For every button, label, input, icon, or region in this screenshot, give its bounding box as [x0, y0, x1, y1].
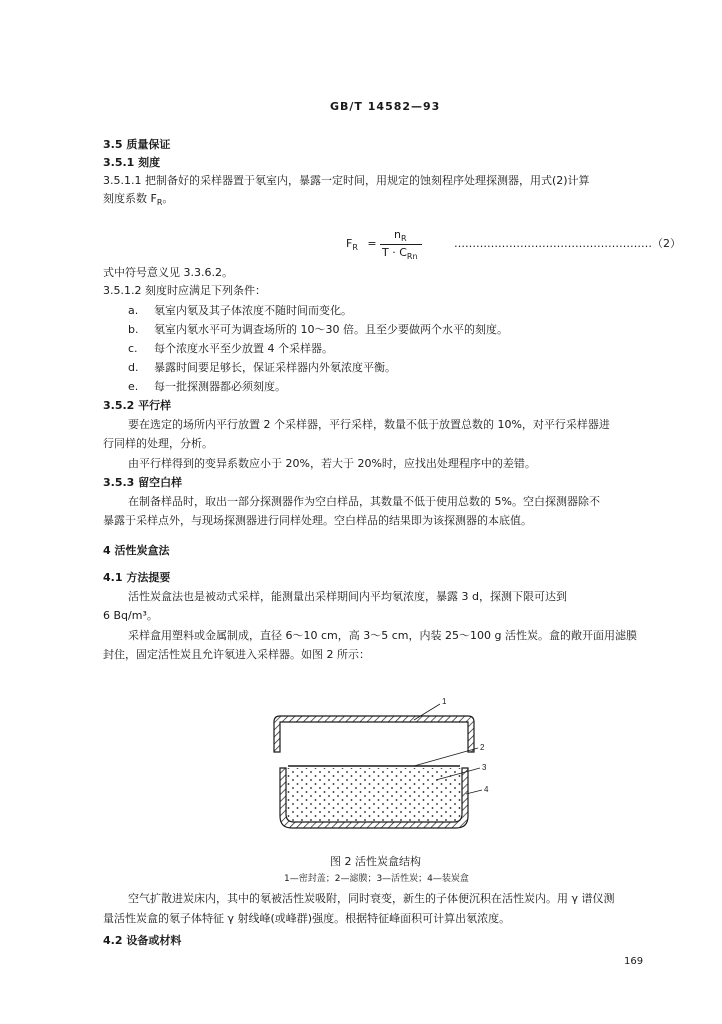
list-marker: e.	[128, 380, 139, 393]
list-item	[128, 380, 286, 394]
paragraph-4-1-line1: 活性炭盒法也是被动式采样，能测量出采样期间内平均氡浓度，暴露 3 d，探测下限可达到	[128, 590, 567, 603]
part-label-3: 3	[482, 763, 487, 772]
paragraph-4-1-line4: 封住，固定活性炭且允许氡进入采样器。如图 2 所示：	[103, 648, 370, 661]
paragraph-3-5-1-1-line2	[103, 192, 173, 210]
list-text: 氡室内氡及其子体浓度不随时间而变化。	[154, 304, 352, 317]
page-number: 169	[624, 956, 644, 967]
section-heading-3-5-1: 3.5.1 刻度	[103, 156, 161, 169]
paragraph-3-5-2-line1: 要在选定的场所内平行放置 2 个采样器，平行采样，数量不低于放置总数的 10%，对平行采样器进	[128, 418, 610, 431]
sealing-lid	[274, 716, 474, 752]
paragraph-after-figure-line1: 空气扩散进炭床内，其中的氡被活性炭吸附，同时衰变，新生的子体便沉积在活性炭内。用 γ 谱仪测	[128, 892, 615, 905]
list-marker: b.	[128, 323, 139, 336]
section-heading-4: 4 活性炭盒法	[103, 544, 170, 557]
section-heading-3-5-3: 3.5.3 留空白样	[103, 476, 183, 489]
list-marker: d.	[128, 361, 139, 374]
fraction-bar	[380, 244, 422, 245]
paragraph-4-1-line2: 6 Bq/m³。	[103, 609, 158, 622]
list-text: 氡室内氡水平可为调查场所的 10～30 倍。且至少要做两个水平的刻度。	[154, 323, 508, 336]
paragraph-4-1-line3: 采样盒用塑料或金属制成，直径 6～10 cm，高 3～5 cm，内装 25～100 g 活性炭。盒的敞开面用滤膜	[128, 629, 637, 642]
list-text: 每个浓度水平至少放置 4 个采样器。	[154, 342, 333, 355]
list-item	[128, 342, 333, 356]
figure-legend: 1—密封盖；2—滤膜；3—活性炭；4—装炭盒	[284, 874, 469, 884]
section-heading-4-2: 4.2 设备或材料	[103, 934, 182, 947]
part-label-1: 1	[442, 697, 447, 706]
charcoal-box-diagram	[264, 690, 504, 840]
subscript: R	[156, 198, 163, 208]
formula-lhs	[346, 237, 377, 255]
paragraph-text: 。	[162, 192, 174, 205]
paragraph-3-5-1-1-line1: 3.5.1.1 把制备好的采样器置于氡室内，暴露一定时间，用规定的蚀刻程序处理探测器，用式(2)计算	[103, 174, 590, 187]
paragraph-symbols: 式中符号意义见 3.3.6.2。	[103, 266, 233, 279]
list-marker: c.	[128, 342, 138, 355]
formula-subscript: R	[400, 234, 407, 244]
paragraph-3-5-3-line1: 在制备样品时，取出一部分探测器作为空白样品，其数量不低于使用总数的 5%。空白探测器除不	[128, 495, 600, 508]
formula-symbol: n	[394, 228, 401, 241]
list-item	[128, 361, 396, 375]
list-text: 每一批探测器都必须刻度。	[154, 380, 286, 393]
paragraph-3-5-3-line2: 暴露于采样点外，与现场探测器进行同样处理。空白样品的结果即为该探测器的本底值。	[103, 514, 532, 527]
paragraph-3-5-2-line2: 行同样的处理，分析。	[103, 437, 213, 450]
formula-subscript: Rn	[406, 252, 418, 262]
paragraph-3-5-1-2: 3.5.1.2 刻度时应满足下列条件：	[103, 284, 266, 297]
list-text: 暴露时间要足够长，保证采样器内外氡浓度平衡。	[154, 361, 396, 374]
part-label-4: 4	[484, 785, 489, 794]
figure-caption: 图 2 活性炭盒结构	[330, 855, 421, 868]
paragraph-text: 刻度系数 F	[103, 192, 157, 205]
list-item	[128, 323, 508, 337]
section-heading-3-5: 3.5 质量保证	[103, 138, 171, 151]
paragraph-after-figure-line2: 量活性炭盒的氡子体特征 γ 射线峰(或峰群)强度。根据特征峰面积可计算出氡浓度。	[103, 912, 511, 925]
leader-line-2	[414, 748, 478, 766]
formula-equals: =	[367, 237, 377, 250]
formula-number: ………………………………………………（2）	[454, 237, 681, 250]
paragraph-3-5-2-line3: 由平行样得到的变异系数应小于 20%，若大于 20%时，应找出处理程序中的差错。	[128, 457, 536, 470]
part-label-2: 2	[480, 743, 485, 752]
activated-charcoal	[287, 768, 461, 821]
page-header: GB/T 14582—93	[330, 100, 441, 113]
section-heading-4-1: 4.1 方法提要	[103, 571, 171, 584]
list-marker: a.	[128, 304, 139, 317]
formula-subscript: R	[352, 243, 358, 253]
list-item	[128, 304, 352, 318]
section-heading-3-5-2: 3.5.2 平行样	[103, 399, 172, 412]
formula-symbol: F	[346, 237, 353, 250]
formula-symbol: T · C	[382, 246, 407, 259]
formula-denominator	[382, 246, 418, 264]
